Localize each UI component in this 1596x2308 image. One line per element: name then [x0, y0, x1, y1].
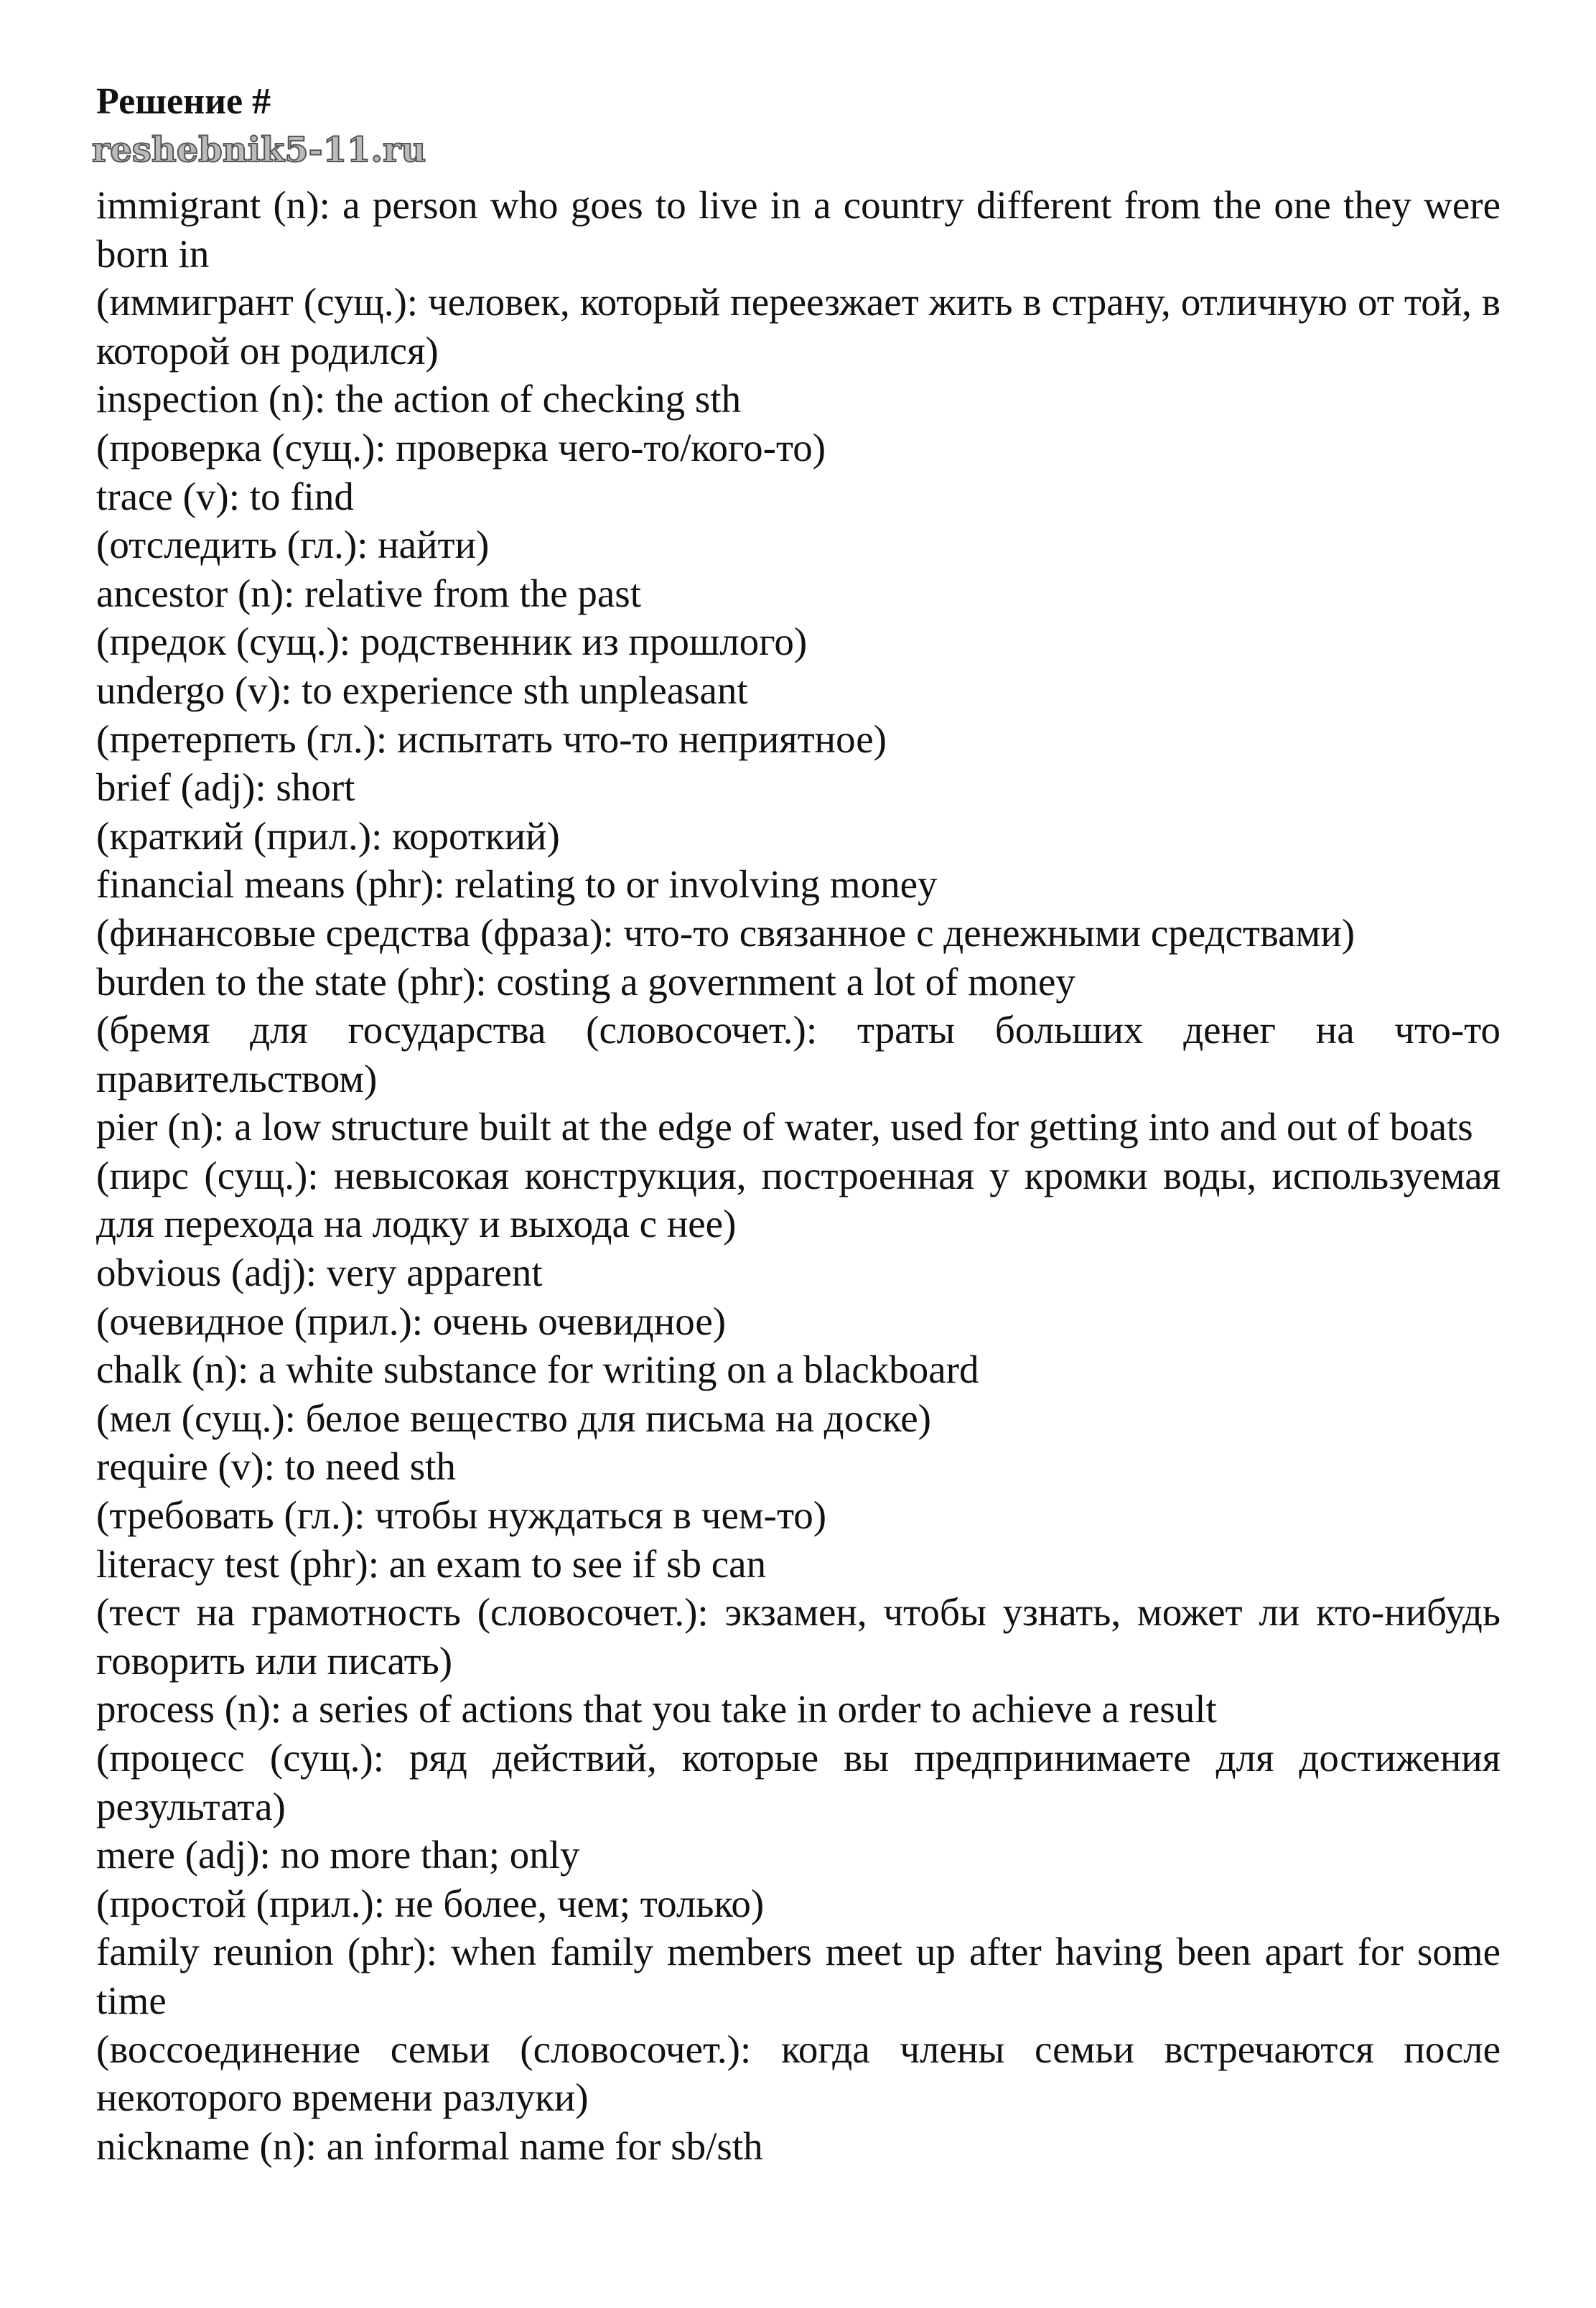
vocabulary-entry: require (v): to need sth — [96, 1444, 456, 1489]
vocabulary-entry: obvious (adj): very apparent — [96, 1251, 543, 1295]
vocabulary-entry: (иммигрант (сущ.): человек, который переезжает жить в страну, отличную от той, в которой он родился) — [96, 280, 1501, 373]
vocabulary-entry: (отследить (гл.): найти) — [96, 523, 490, 567]
vocabulary-entry: family reunion (phr): when family members meet up after having been apart for some time — [96, 1930, 1501, 2022]
vocabulary-entry: (воссоединение семьи (словосочет.): когда члены семьи встречаются после некоторого времени разлуки) — [96, 2027, 1501, 2120]
vocabulary-entry: (краткий (прил.): короткий) — [96, 813, 560, 858]
page-heading: Решение # — [96, 81, 271, 122]
vocabulary-entry: literacy test (phr): an exam to see if sb can — [96, 1541, 767, 1586]
vocabulary-list — [96, 181, 1501, 2170]
vocabulary-entry: (очевидное (прил.): очень очевидное) — [96, 1299, 727, 1343]
vocabulary-entry: undergo (v): to experience sth unpleasant — [96, 668, 748, 712]
vocabulary-entry: pier (n): a low structure built at the edge of water, used for getting into and out of boats — [96, 1105, 1473, 1149]
vocabulary-entry: process (n): a series of actions that you take in order to achieve a result — [96, 1687, 1217, 1732]
vocabulary-entry: (пирс (сущ.): невысокая конструкция, построенная у кромки воды, используемая для перехода на лодку и выхода с нее) — [96, 1153, 1501, 1246]
vocabulary-entry: (требовать (гл.): чтобы нуждаться в чем-то) — [96, 1493, 827, 1538]
vocabulary-entry: inspection (n): the action of checking sth — [96, 377, 742, 421]
vocabulary-entry: (простой (прил.): не более, чем; только) — [96, 1881, 765, 1925]
vocabulary-entry: (претерпеть (гл.): испытать что-то неприятное) — [96, 716, 887, 761]
vocabulary-entry: burden to the state (phr): costing a government a lot of money — [96, 959, 1075, 1004]
vocabulary-entry: (процесс (сущ.): ряд действий, которые вы предпринимаете для достижения результата) — [96, 1736, 1501, 1828]
vocabulary-entry: immigrant (n): a person who goes to live in a country different from the one they were born in — [96, 183, 1501, 276]
vocabulary-entry: (финансовые средства (фраза): что-то связанное с денежными средствами) — [96, 910, 1355, 955]
vocabulary-entry: trace (v): to find — [96, 474, 354, 518]
vocabulary-entry: (тест на грамотность (словосочет.): экзамен, чтобы узнать, может ли кто-нибудь говорить или писать) — [96, 1590, 1501, 1683]
vocabulary-entry: chalk (n): a white substance for writing on a blackboard — [96, 1347, 979, 1392]
vocabulary-entry: mere (adj): no more than; only — [96, 1833, 580, 1877]
vocabulary-entry: (предок (сущ.): родственник из прошлого) — [96, 620, 808, 664]
watermark: reshebnik5-11.ru — [92, 130, 426, 170]
vocabulary-entry: nickname (n): an informal name for sb/sth — [96, 2124, 763, 2168]
vocabulary-entry: ancestor (n): relative from the past — [96, 571, 641, 615]
vocabulary-entry: (проверка (сущ.): проверка чего-то/кого-то) — [96, 425, 826, 469]
vocabulary-entry: (бремя для государства (словосочет.): траты больших денег на что-то правительством) — [96, 1008, 1501, 1101]
vocabulary-entry: brief (adj): short — [96, 765, 355, 810]
vocabulary-entry: (мел (сущ.): белое вещество для письма на доске) — [96, 1396, 931, 1440]
vocabulary-entry: financial means (phr): relating to or involving money — [96, 862, 938, 907]
